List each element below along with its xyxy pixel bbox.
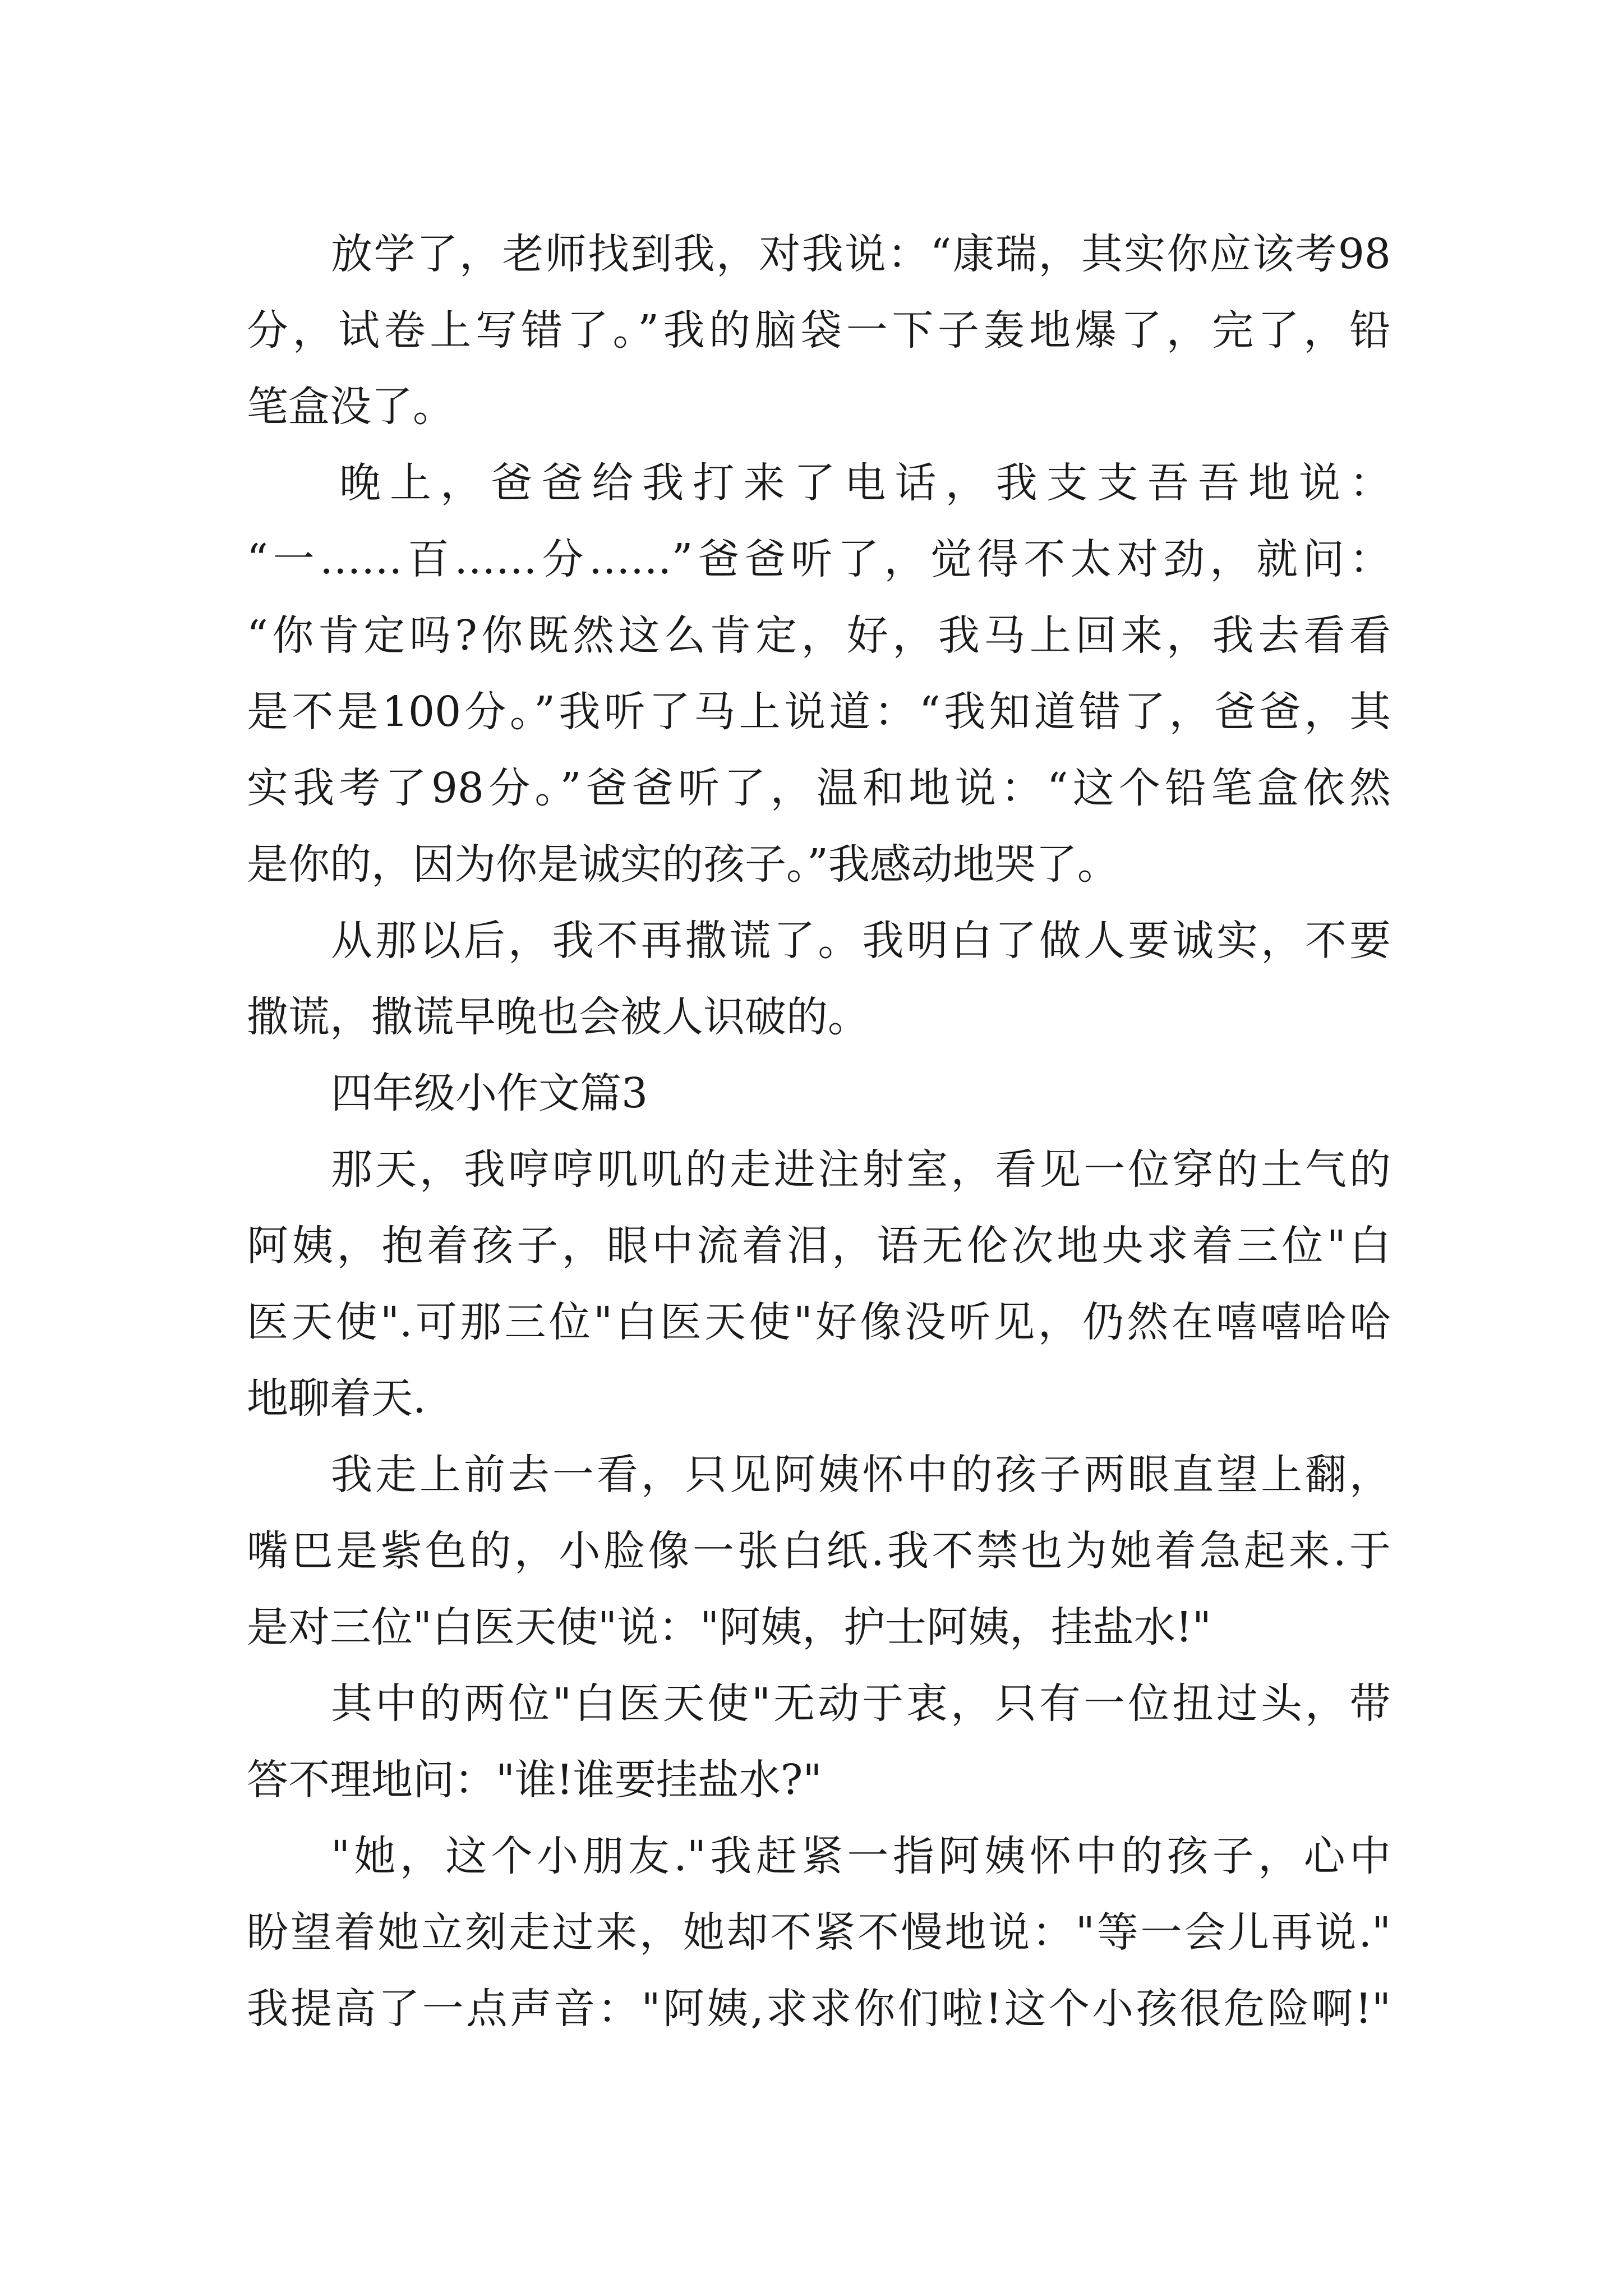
text-line: 实我考了98分。”爸爸听了，温和地说：“这个铅笔盒依然 <box>247 764 1391 812</box>
text-line: 是你的，因为你是诚实的孩子。”我感动地哭了。 <box>247 840 1119 889</box>
text-line: “一……百……分……”爸爸听了，觉得不太对劲，就问： <box>247 535 1391 583</box>
text-line: 撒谎，撒谎早晚也会被人识破的。 <box>247 993 869 1041</box>
text-line: 是对三位"白医天使"说："阿姨，护士阿姨，挂盐水!" <box>247 1603 1211 1651</box>
text-line: 阿姨，抱着孩子，眼中流着泪，语无伦次地央求着三位"白 <box>247 1222 1391 1270</box>
text-line: 是不是100分。”我听了马上说道：“我知道错了，爸爸，其 <box>247 688 1391 736</box>
text-line: 放学了，老师找到我，对我说：“康瑞，其实你应该考98 <box>331 230 1391 278</box>
text-line: 我提高了一点声音："阿姨,求求你们啦!这个小孩很危险啊!" <box>247 1985 1391 2033</box>
text-line: 晚上，爸爸给我打来了电话，我支支吾吾地说： <box>339 459 1391 507</box>
text-line: “你肯定吗?你既然这么肯定，好，我马上回来，我去看看 <box>247 611 1391 660</box>
text-line: 医天使".可那三位"白医天使"好像没听见，仍然在嘻嘻哈哈 <box>247 1298 1391 1346</box>
text-line: 嘴巴是紫色的，小脸像一张白纸.我不禁也为她着急起来.于 <box>247 1527 1391 1575</box>
text-line: 我走上前去一看，只见阿姨怀中的孩子两眼直望上翻， <box>331 1451 1391 1499</box>
text-line: 地聊着天. <box>247 1374 426 1423</box>
text-line: 盼望着她立刻走过来，她却不紧不慢地说："等一会儿再说." <box>247 1908 1391 1957</box>
essay-body <box>247 216 1391 2047</box>
text-line: 从那以后，我不再撒谎了。我明白了做人要诚实，不要 <box>331 917 1391 965</box>
text-line: 那天，我哼哼叽叽的走进注射室，看见一位穿的土气的 <box>331 1145 1391 1194</box>
text-line: 笔盒没了。 <box>247 383 454 431</box>
text-line: 其中的两位"白医天使"无动于衷，只有一位扭过头，带 <box>331 1680 1391 1728</box>
text-line: 分，试卷上写错了。”我的脑袋一下子轰地爆了，完了，铅 <box>247 306 1391 355</box>
text-line: "她，这个小朋友."我赶紧一指阿姨怀中的孩子，心中 <box>331 1832 1391 1880</box>
text-line: 答不理地问："谁!谁要挂盐水?" <box>247 1756 822 1804</box>
section-heading: 四年级小作文篇3 <box>331 1069 648 1117</box>
